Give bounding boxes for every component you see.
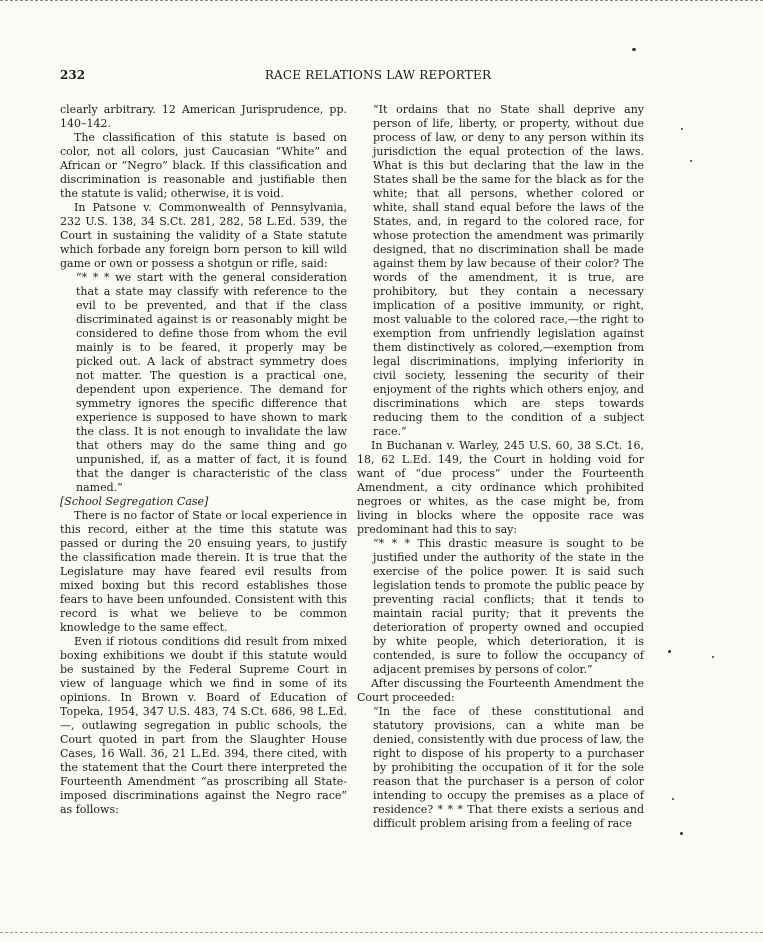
scan-speck (712, 656, 714, 658)
right-column (357, 103, 644, 831)
section-heading: [School Segregation Case] (60, 495, 209, 508)
text-paragraph: Even if riotous conditions did result from mixed boxing exhibitions we doubt if this statute would be sustained by the Federal Supreme Court in view of language which we find in some of its opinions. In Brown v. Board of Education of Topeka, 1954, 347 U.S. 483, 74 S.Ct. 686, 98 L.Ed.—, outlawing segregation in public schools, the Court quoted in part from the Slaughter House Cases, 16 Wall. 36, 21 L.Ed. 394, there cited, with the statement that the Court there interpreted the Fourteenth Amendment “as proscribing all State-imposed discriminations against the Negro race” as follows: (60, 635, 347, 816)
scan-speck (690, 160, 692, 162)
block-quote: “It ordains that no State shall deprive any person of life, liberty, or property, without due process of law, or deny to any person within its jurisdiction the equal protection of the laws. What is this but declaring that the law in the States shall be the same for the black as for the white; that all persons, whether colored or white, shall stand equal before the laws of the States, and, in regard to the colored race, for whose protection the amendment was primarily designed, that no discrimination shall be made against them by law because of their color? The words of the amendment, it is true, are prohibitory, but they contain a necessary implication of a positive immunity, or right, most valuable to the colored race,—the right to exemption from unfriendly legislation against them distinctively as colored,—exemption from legal discriminations, implying inferiority in civil society, lessening the security of their enjoyment of the rights which others enjoy, and discriminations which are steps towards reducing them to the condition of a subject race.” (373, 103, 644, 438)
page-header (60, 68, 696, 84)
left-column (60, 103, 347, 817)
top-scan-edge (0, 0, 763, 1)
scan-speck (632, 48, 636, 51)
block-quote: “* * * This drastic measure is sought to be justified under the authority of the state in the exercise of the police power. It is said such legislation tends to promote the public peace by preventing racial conflicts; that it tends to maintain racial purity; that it prevents the deterioration of property owned and occupied by white people, which deterioration, it is contended, is sure to follow the occupancy of adjacent premises by persons of color.” (373, 537, 644, 676)
scan-speck (681, 128, 683, 130)
running-head: RACE RELATIONS LAW REPORTER (264, 68, 492, 82)
block-quote: “* * * we start with the general consideration that a state may classify with reference to the evil to be prevented, and that if the class discriminated against is or reasonably might be considered to define those from whom the evil mainly is to be feared, it properly may be picked out. A lack of abstract symmetry does not matter. The question is a practical one, dependent upon experience. The demand for symmetry ignores the specific difference that experience is supposed to have shown to mark the class. It is not enough to invalidate the law that others may do the same thing and go unpunished, if, as a matter of fact, it is found that the danger is characteristic of the class named.” (76, 271, 347, 494)
page-number: 232 (60, 68, 86, 82)
text-paragraph: After discussing the Fourteenth Amendment the Court proceeded: (357, 677, 644, 704)
text-paragraph: There is no factor of State or local experience in this record, either at the time this statute was passed or during the 20 ensuing years, to justify the classification made therein. It is true that the Legislature may have feared evil results from mixed boxing but this record establishes those fears to have been unfounded. Consistent with this record is what we believe to be common knowledge to the same effect. (60, 509, 347, 634)
scan-speck (668, 650, 671, 653)
text-paragraph: In Buchanan v. Warley, 245 U.S. 60, 38 S.Ct. 16, 18, 62 L.Ed. 149, the Court in holding void for want of “due process” under the Fourteenth Amendment, a city ordinance which prohibited negroes or whites, as the case might be, from living in blocks where the opposite race was predominant had this to say: (357, 439, 644, 536)
text-paragraph: The classification of this statute is based on color, not all colors, just Caucasian “White” and African or “Negro” black. If this classification and discrimination is reasonable and justifiable then the statute is valid; otherwise, it is void. (60, 131, 347, 200)
bottom-scan-edge (0, 932, 763, 933)
scan-speck (680, 832, 683, 835)
scan-speck (672, 798, 674, 800)
text-paragraph: clearly arbitrary. 12 American Jurisprudence, pp. 140–142. (60, 103, 347, 130)
block-quote: “In the face of these constitutional and statutory provisions, can a white man be denied, consistently with due process of law, the right to dispose of his property to a purchaser by prohibiting the occupation of it for the sole reason that the purchaser is a person of color intending to occupy the premises as a place of residence? * * * That there exists a serious and difficult problem arising from a feeling of race (373, 705, 644, 830)
text-paragraph: In Patsone v. Commonwealth of Pennsylvania, 232 U.S. 138, 34 S.Ct. 281, 282, 58 L.Ed. 539, the Court in sustaining the validity of a State statute which forbade any foreign born person to kill wild game or own or possess a shotgun or rifle, said: (60, 201, 347, 270)
